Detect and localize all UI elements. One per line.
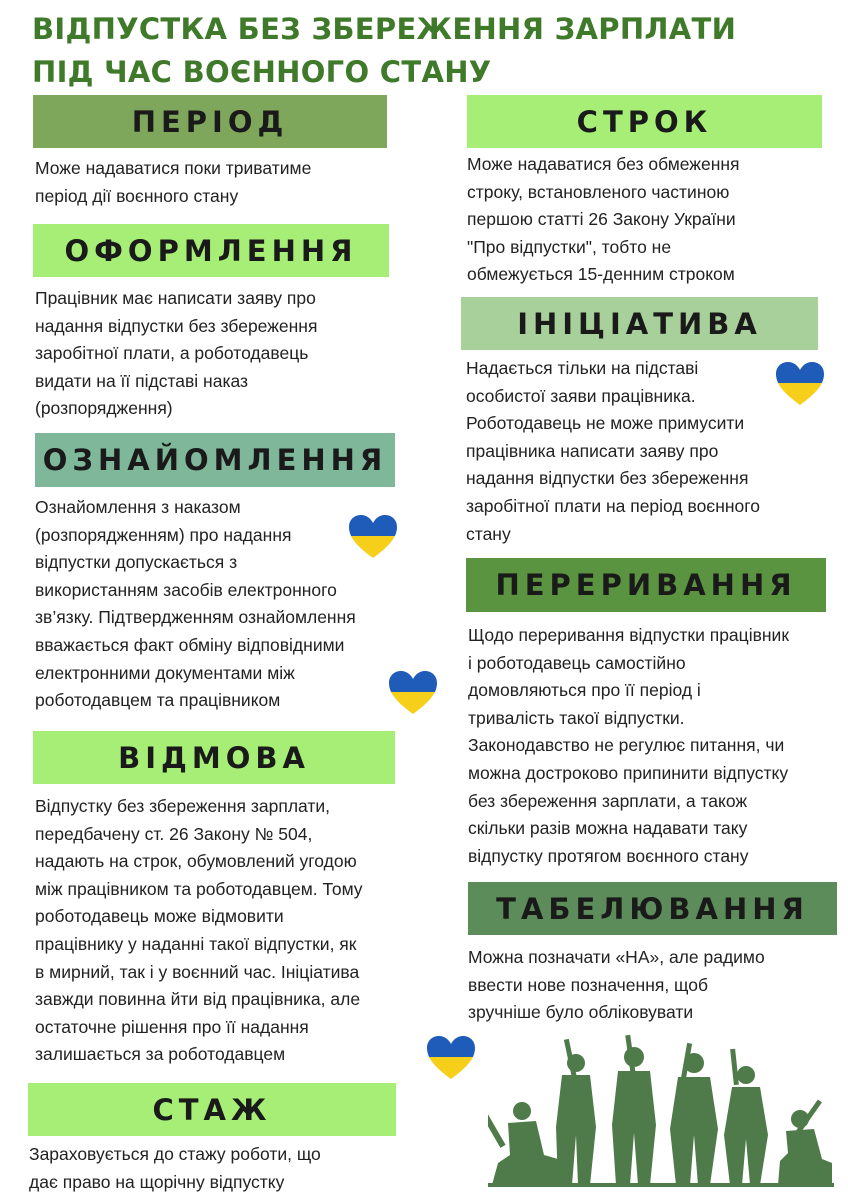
title-line-1: ВІДПУСТКА БЕЗ ЗБЕРЕЖЕННЯ ЗАРПЛАТИ (32, 12, 737, 46)
page-title (32, 8, 832, 94)
familiarization-heading: ОЗНАЙОМЛЕННЯ (35, 433, 395, 487)
timesheet-heading: ТАБЕЛЮВАННЯ (468, 882, 837, 935)
ukraine-heart-icon (426, 1035, 476, 1081)
ukraine-heart-icon (348, 514, 398, 560)
interruption-heading: ПЕРЕРИВАННЯ (466, 558, 826, 612)
familiarization-text: Ознайомлення з наказом (розпорядженням) про надання відпустки допускається з використанням засобів електронного зв’язку. Підтвердженням ознайомлення вважається факт обміну відповідними електронними документами між роботодавцем та працівником (35, 497, 356, 711)
soldiers-silhouette-icon (488, 1035, 834, 1190)
refusal-heading: ВІДМОВА (33, 731, 395, 784)
initiative-text: Надається тільки на підставі особистої заяви працівника. Роботодавець не може примусити працівника написати заяву про надання відпустки без збереження заробітної плати на період воєнного стану (466, 358, 761, 544)
period-text: Може надаватися поки триватиме період дії воєнного стану (35, 158, 312, 206)
term-heading: СТРОК (467, 95, 822, 148)
ukraine-heart-icon (388, 670, 438, 716)
seniority-heading: СТАЖ (28, 1083, 396, 1136)
interruption-text: Щодо переривання відпустки працівник і роботодавець самостійно домовляються про її період і тривалість такої відпустки. Законодавство не регулює питання, чи можна достроково припинити відпустку без збереження зарплати, а також скільки разів можна надавати таку відпустку протягом воєнного стану (468, 625, 789, 866)
refusal-text: Відпустку без збереження зарплати, передбачену ст. 26 Закону № 504, надають на строк, обумовлений угодою між працівником та роботодавцем. Тому роботодавець може відмовити працівнику у наданні такої відпустки, як в мирний, так і у воєнний час. Ініціатива завжди повинна йти від працівника, але остаточне рішення про її надання залишається за роботодавцем (35, 796, 363, 1065)
term-text: Може надаватися без обмеження строку, встановленого частиною першою статті 26 Закону України "Про відпустки", тобто не обмежується 15-денним строком (467, 154, 740, 285)
initiative-heading: ІНІЦІАТИВА (461, 297, 818, 350)
period-heading: ПЕРІОД (33, 95, 387, 148)
registration-heading: ОФОРМЛЕННЯ (33, 224, 389, 277)
registration-text: Працівник має написати заяву про надання відпустки без збереження заробітної плати, а роботодавець видати на її підставі наказ (розпорядження) (35, 288, 318, 419)
timesheet-text: Можна позначати «НА», але радимо ввести нове позначення, щоб зручніше було обліковувати (468, 947, 765, 1023)
title-line-2: ПІД ЧАС ВОЄННОГО СТАНУ (32, 55, 492, 89)
ukraine-heart-icon (775, 361, 825, 407)
seniority-text: Зараховується до стажу роботи, що дає право на щорічну відпустку (29, 1144, 321, 1192)
